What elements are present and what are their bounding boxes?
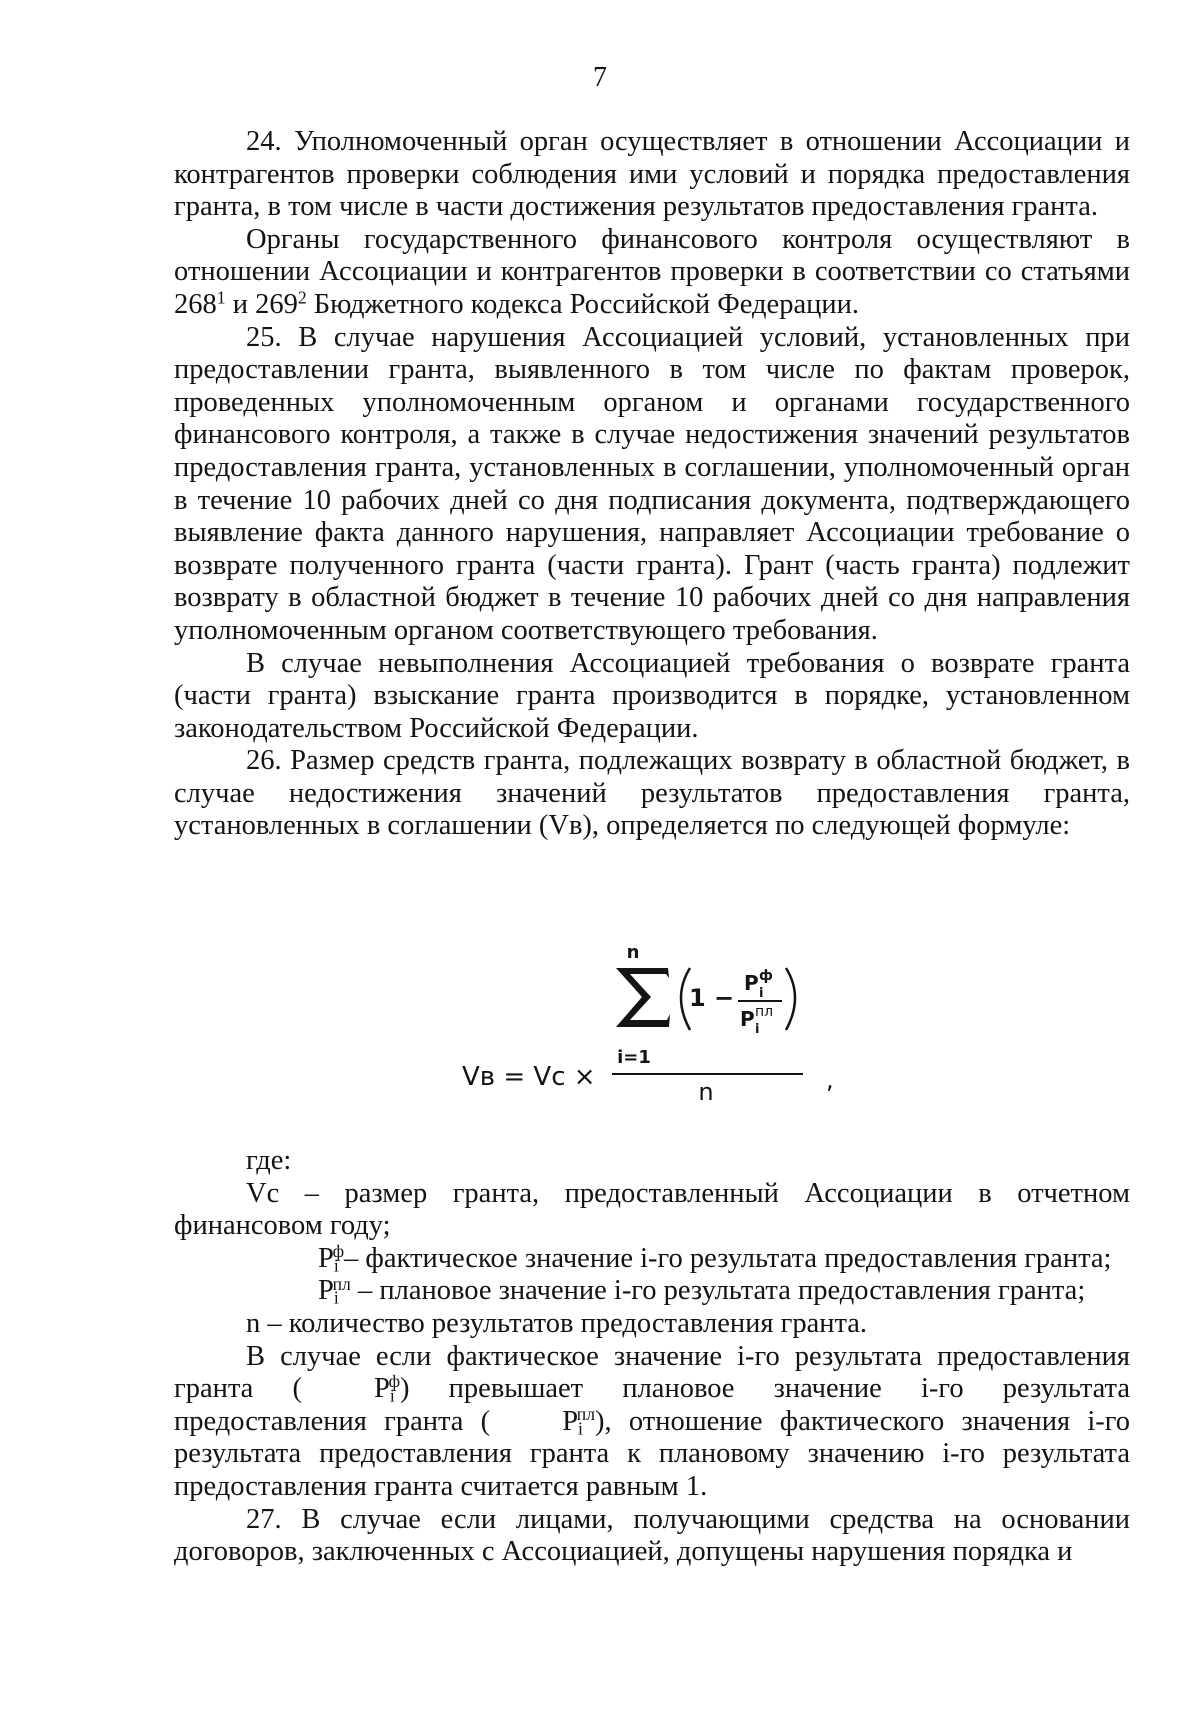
left-paren — [681, 968, 690, 1030]
frac-den-sub: i — [755, 1022, 760, 1037]
frac-num-sub: i — [759, 986, 764, 1001]
formula-trailing-comma: , — [826, 1066, 834, 1094]
paragraph-27: 27. В случае если лицами, получающими средства на основании договоров, заключенных с Ассоциацией, допущены нарушения порядка и — [174, 1503, 1130, 1568]
text-run: Органы государственного финансового контроля осуществляют в отношении Ассоциации и контрагентов проверки в соответствии со статьями 268 — [174, 223, 1130, 320]
symbol-p-fact — [246, 1243, 344, 1276]
symbol-sup-f: ф — [388, 1371, 401, 1392]
frac-den-sup: пл — [755, 1004, 774, 1020]
text-run: и 269 — [225, 288, 298, 320]
symbol-p: P — [373, 1373, 390, 1405]
where-label: где: — [246, 1145, 292, 1176]
definition-ppl — [174, 1275, 1130, 1308]
sum-lower-limit: i=1 — [617, 1047, 651, 1068]
paragraph-25: 25. В случае нарушения Ассоциацией условий, установленных при предоставлении гранта, выявленного в том числе по фактам проверок, проведенных уполномоченным органом и органами государственного финансового контроля, а также в случае недостижения значений результатов предоставления гранта, установленных в соглашении, уполномоченный орган в течение 10 рабочих дней со дня подписания документа, подтверждающего выявление факта данного нарушения, направляет Ассоциации требование о возврате полученного гранта (части гранта). Грант (часть гранта) подлежит возврату в областной бюджет в течение 10 рабочих дней со дня направления уполномоченным органом соответствующего требования. — [174, 321, 1130, 646]
text-run: – фактическое значение i-го результата предоставления гранта; — [344, 1242, 1112, 1274]
sigma-symbol — [616, 968, 670, 1027]
paragraph-exceed-case — [174, 1341, 1130, 1504]
formula-denominator: n — [698, 1078, 714, 1106]
symbol-sub-i: i — [389, 1385, 395, 1406]
symbol-p-plan — [490, 1406, 595, 1439]
text-run: ) превышает плановое значение i-го результата предоставления гранта ( — [174, 1373, 1130, 1437]
definition-vc: Vс – размер гранта, предоставленный Ассоциации в отчетном финансовом году; — [174, 1177, 1130, 1242]
frac-num-p: P — [744, 971, 759, 995]
one-minus: 1 − — [689, 984, 735, 1012]
right-paren — [786, 968, 795, 1030]
symbol-sub-i: i — [333, 1287, 339, 1308]
symbol-p: P — [562, 1405, 579, 1437]
symbol-sup-pl: пл — [332, 1273, 351, 1294]
sum-upper-limit: n — [626, 942, 640, 963]
text-block-top — [174, 126, 1130, 843]
symbol-sub-i: i — [578, 1418, 583, 1439]
symbol-p: P — [318, 1242, 334, 1274]
paragraph-24: 24. Уполномоченный орган осуществляет в отношении Ассоциации и контрагентов проверки соблюдения ими условий и порядка предоставления гранта, в том числе в части достижения результатов предоставления гранта. — [174, 126, 1130, 223]
text-run: В случае если фактическое значение i-го результата предоставления гранта ( — [174, 1340, 1130, 1405]
frac-den-p: P — [740, 1007, 755, 1031]
paragraph-24-control — [174, 224, 1130, 322]
definition-n: n – количество результатов предоставления гранта. — [246, 1307, 868, 1339]
symbol-sup-f: ф — [332, 1241, 345, 1262]
text-run: – плановое значение i-го результата предоставления гранта; — [357, 1275, 1086, 1307]
superscript: 2 — [297, 287, 307, 308]
paragraph-26: 26. Размер средств гранта, подлежащих возврату в областной бюджет, в случае недостижения значений результатов предоставления гранта, установленных в соглашении (Vв), определяется по следующей формуле: — [174, 745, 1130, 842]
text-block-bottom — [174, 1145, 1130, 1569]
symbol-sub-i: i — [333, 1255, 339, 1276]
definition-pf — [174, 1243, 1130, 1276]
symbol-p-fact — [302, 1373, 400, 1406]
text-run — [351, 1275, 358, 1306]
text-run: ), отношение фактического значения i-го результата предоставления гранта к плановому значению i-го результата предоставления гранта считается равным 1. — [174, 1405, 1130, 1502]
symbol-p: P — [318, 1275, 334, 1307]
text-run: Бюджетного кодекса Российской Федерации. — [306, 288, 859, 320]
symbol-p-plan — [246, 1275, 351, 1308]
symbol-sup-pl: пл — [576, 1404, 596, 1425]
superscript: 1 — [216, 287, 226, 308]
page-number: 7 — [593, 62, 607, 93]
paragraph-25-recovery: В случае невыполнения Ассоциацией требования о возврате гранта (части гранта) взыскание гранта производится в порядке, установленном законодательством Российской Федерации. — [174, 647, 1130, 744]
formula-lhs: Vв = Vc × — [462, 1062, 596, 1092]
frac-num-sup: ф — [759, 968, 773, 984]
